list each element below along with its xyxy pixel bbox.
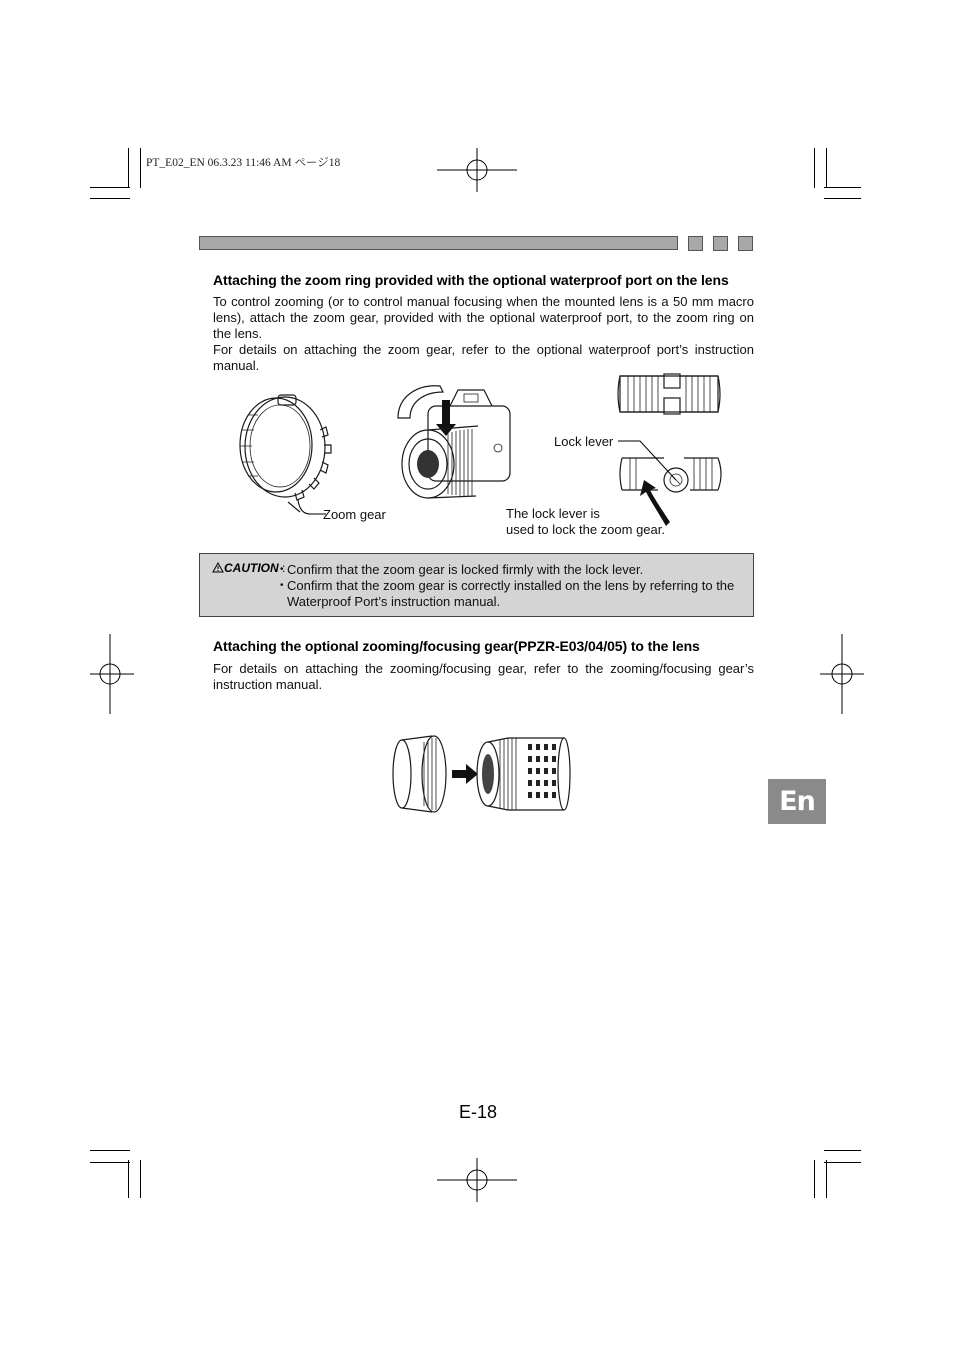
lock-lever-note-line2: used to lock the zoom gear.	[506, 522, 665, 537]
registration-mark-top	[437, 148, 517, 192]
header-square	[738, 236, 753, 251]
zoom-gear-label: Zoom gear	[323, 507, 386, 522]
zoom-gear-illustration	[228, 390, 338, 515]
registration-mark-right	[820, 634, 864, 714]
print-header: PT_E02_EN 06.3.23 11:46 AM ページ18	[146, 157, 341, 169]
caution-item: • Confirm that the zoom gear is correctly installed on the lens by referring to the Waterproof Port’s instruction manual.	[280, 578, 746, 610]
section-heading-zoom-ring: Attaching the zoom ring provided with the optional waterproof port on the lens	[213, 272, 729, 288]
lock-lever-note-line1: The lock lever is	[506, 506, 600, 521]
zoom-gear-leader-line	[296, 500, 326, 522]
lock-lever-open-illustration	[614, 372, 722, 418]
camera-illustration	[388, 378, 518, 506]
focusing-gear-illustration	[388, 732, 573, 814]
caution-item: • Confirm that the zoom gear is locked firmly with the lock lever.	[280, 562, 746, 578]
registration-mark-bottom	[437, 1158, 517, 1202]
registration-mark-left	[90, 634, 134, 714]
warning-triangle-icon	[212, 562, 224, 573]
language-tab: En	[768, 779, 826, 824]
caution-list	[280, 562, 746, 610]
page-number: E-18	[459, 1102, 498, 1122]
section-paragraph: To control zooming (or to control manual focusing when the mounted lens is a 50 mm macro lens), attach the zoom gear, provided with the optional waterproof port, to the zoom ring on the lens.	[213, 294, 754, 341]
header-square	[713, 236, 728, 251]
caution-tag	[212, 561, 285, 575]
caution-box	[199, 553, 754, 617]
lock-lever-leader-line	[618, 436, 680, 486]
caution-colon: :	[282, 561, 286, 575]
section-heading-focusing-gear: Attaching the optional zooming/focusing gear(PPZR-E03/04/05) to the lens	[213, 638, 700, 654]
lock-lever-label: Lock lever	[554, 434, 614, 449]
header-square	[688, 236, 703, 251]
section-paragraph: For details on attaching the zoom gear, refer to the optional waterproof port’s instruction manual.	[213, 342, 754, 373]
caution-label: CAUTION	[224, 561, 279, 575]
section-paragraph: For details on attaching the zooming/focusing gear, refer to the zooming/focusing gear’s instruction manual.	[213, 661, 754, 692]
header-bar	[199, 236, 678, 250]
